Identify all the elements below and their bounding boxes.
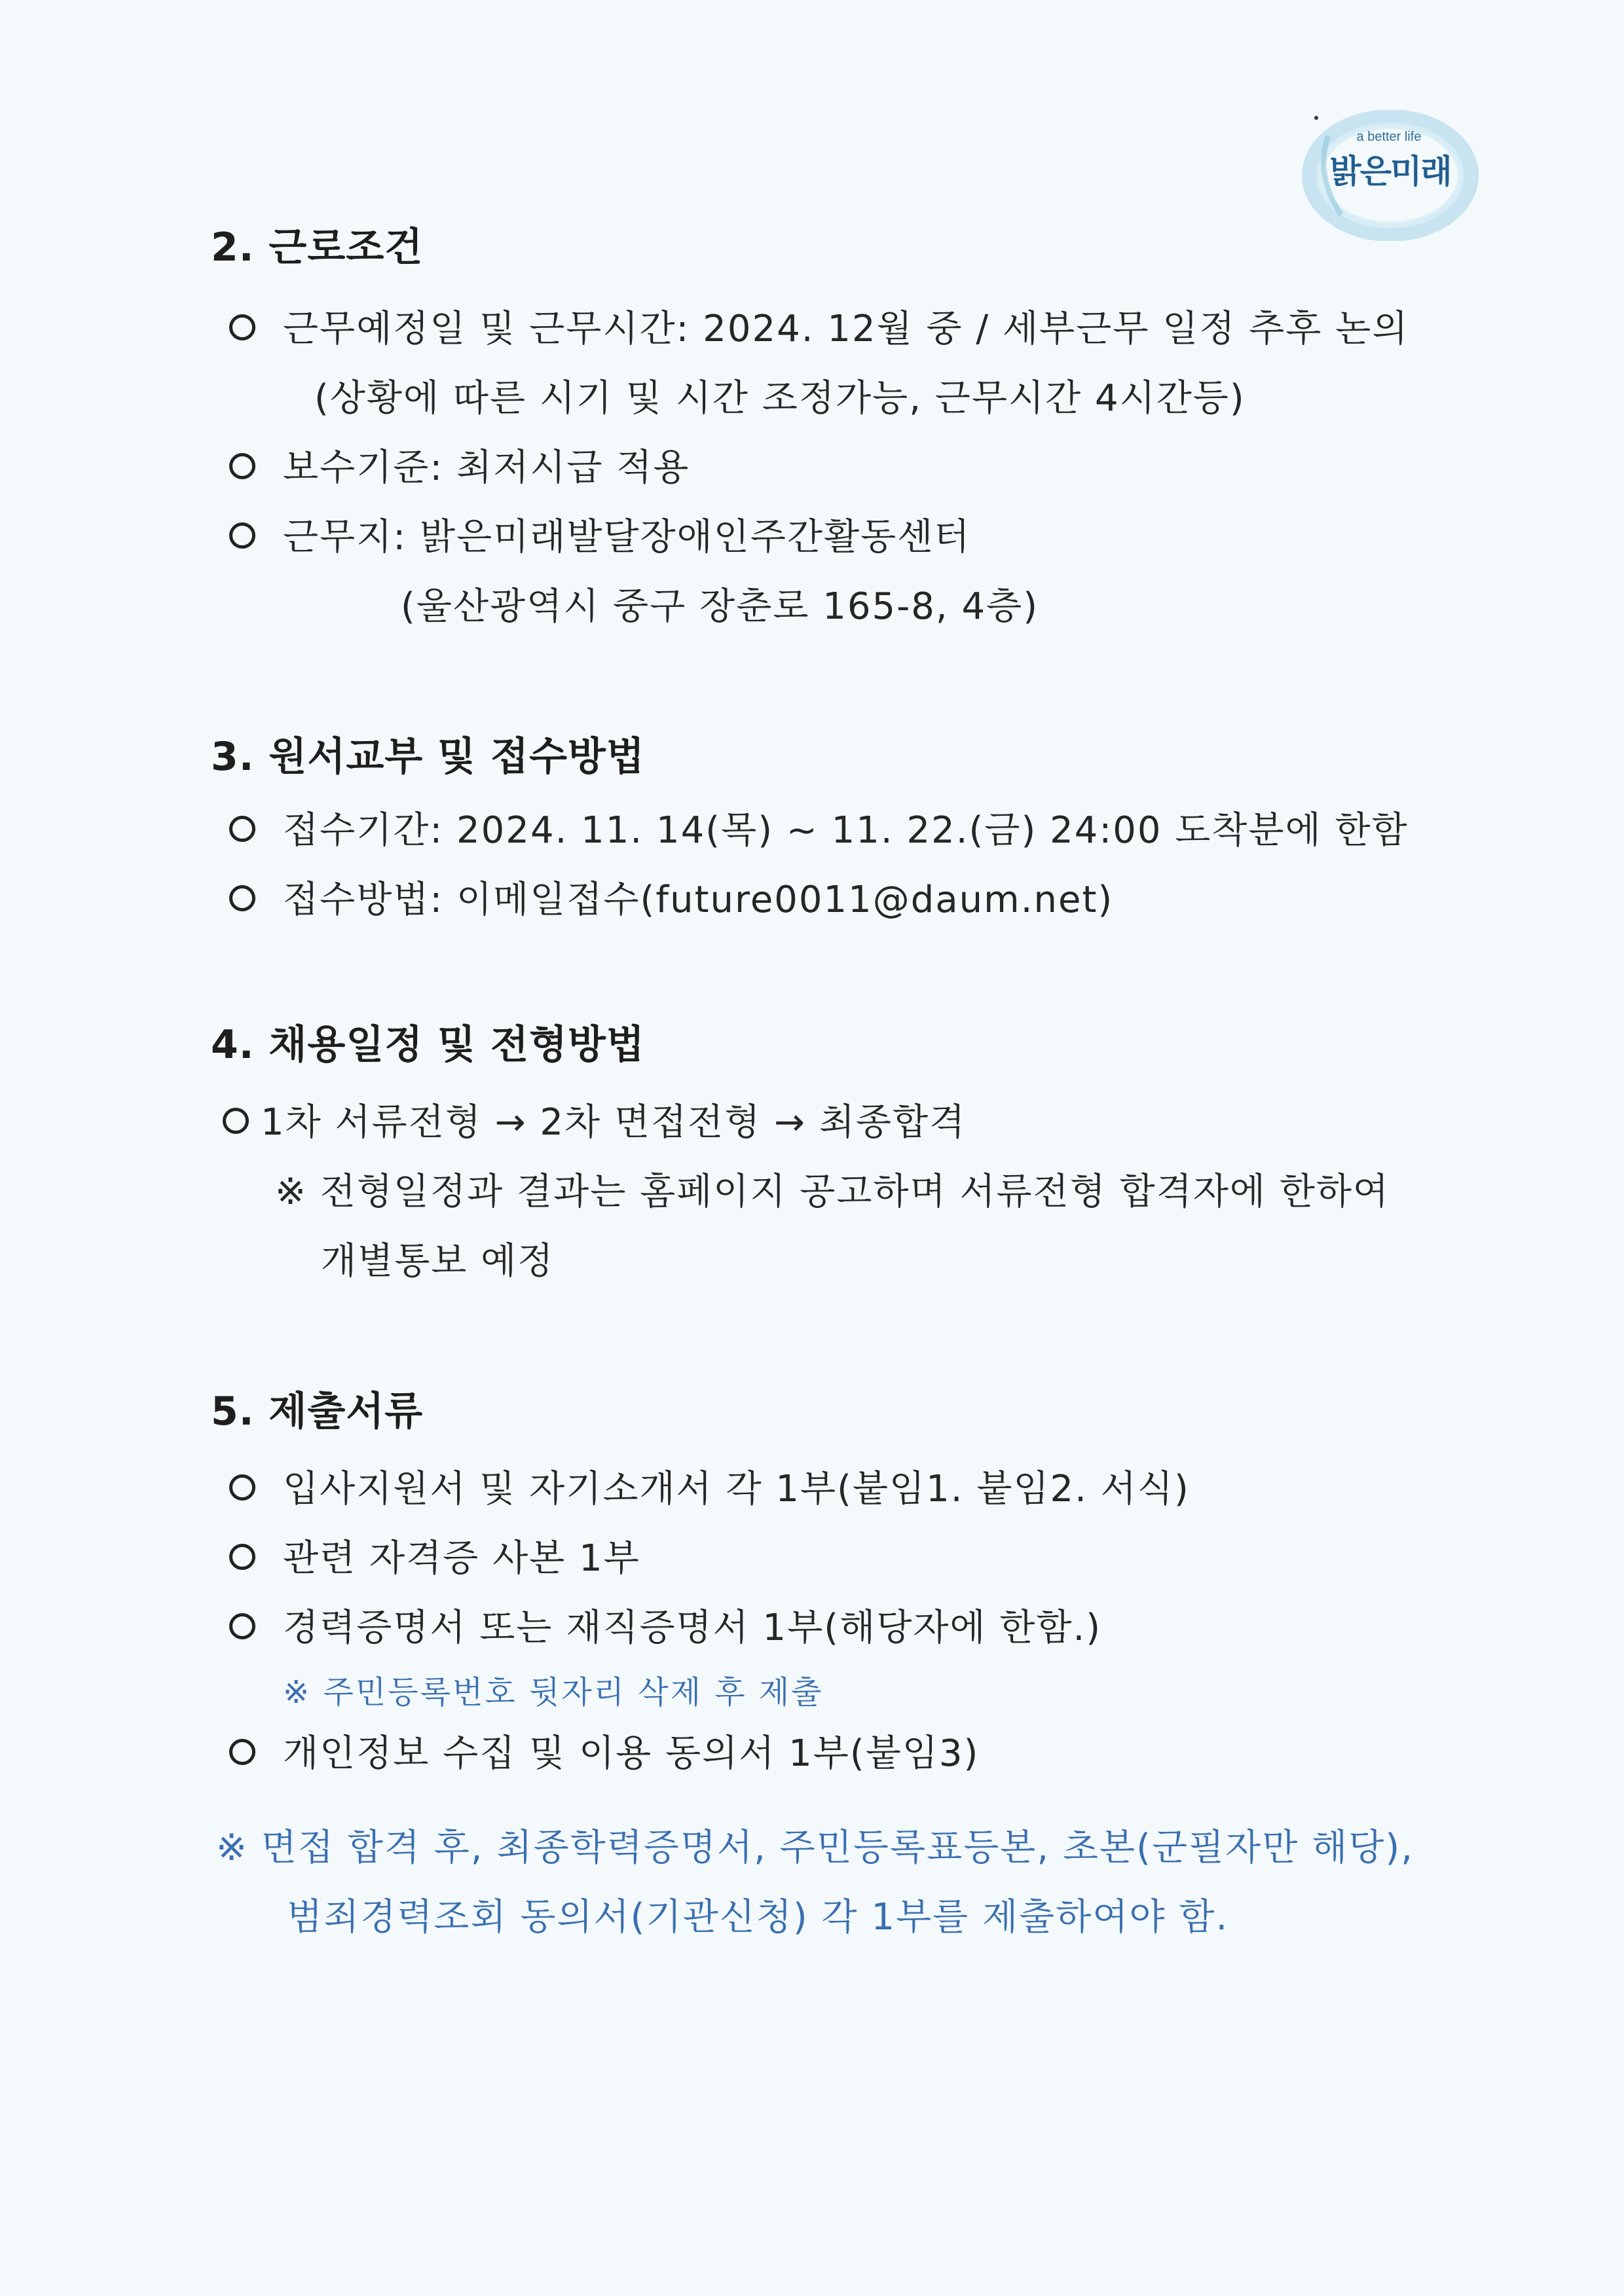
item-text: 근무예정일 및 근무시간: 2024. 12월 중 / 세부근무 일정 추후 논의	[283, 308, 1409, 350]
circle-bullet-icon	[229, 1544, 255, 1570]
item-text: 근무지: 밝은미래발달장애인주간활동센터	[283, 516, 971, 558]
circle-bullet-icon	[229, 1613, 255, 1639]
logo-name: 밝은미래	[1329, 153, 1451, 191]
section-3-item-1	[229, 801, 1409, 854]
final-note-line-2: 범죄경력조회 동의서(기관신청) 각 1부를 제출하여야 함.	[287, 1896, 1229, 1939]
organization-logo	[1302, 110, 1479, 241]
final-note-line-1: ※ 면접 합격 후, 최종학력증명서, 주민등록표등본, 초본(군필자만 해당),	[216, 1827, 1414, 1869]
section-4-note-line-1: ※ 전형일정과 결과는 홈페이지 공고하며 서류전형 합격자에 한하여	[275, 1171, 1390, 1213]
circle-bullet-icon	[229, 453, 255, 479]
item-text: 접수기간: 2024. 11. 14(목) ~ 11. 22.(금) 24:00 도착분에 한함	[283, 809, 1409, 852]
section-2-item-1	[229, 300, 1409, 352]
item-text: 1차 서류전형 → 2차 면접전형 → 최종합격	[261, 1101, 967, 1144]
section-3-item-2	[229, 871, 1113, 923]
item-text: 접수방법: 이메일접수(future0011@daum.net)	[283, 879, 1114, 921]
section-4-heading: 4. 채용일정 및 전형방법	[211, 1022, 645, 1068]
section-2-item-1-continuation: (상황에 따른 시기 및 시간 조정가능, 근무시간 4시간등)	[314, 377, 1246, 420]
section-2-item-3	[229, 508, 970, 560]
item-text: 경력증명서 또는 재직증명서 1부(해당자에 한함.)	[283, 1607, 1102, 1649]
section-5-item-3	[229, 1599, 1101, 1651]
section-2-heading: 2. 근로조건	[211, 225, 424, 270]
section-2-item-2	[229, 439, 690, 491]
circle-bullet-icon	[229, 885, 255, 911]
circle-bullet-icon	[223, 1108, 249, 1134]
section-4-item-1	[223, 1093, 966, 1146]
circle-bullet-icon	[229, 816, 255, 842]
circle-bullet-icon	[229, 314, 255, 340]
section-5-item-4	[229, 1724, 979, 1777]
circle-bullet-icon	[229, 1739, 255, 1765]
item-text: 관련 자격증 사본 1부	[283, 1537, 640, 1580]
circle-bullet-icon	[229, 1474, 255, 1501]
item-text: 보수기준: 최저시급 적용	[283, 446, 690, 489]
section-4-note-line-2: 개별통보 예정	[321, 1240, 555, 1283]
item-text: 입사지원서 및 자기소개서 각 1부(붙임1. 붙임2. 서식)	[283, 1468, 1190, 1510]
logo-tagline: a better life	[1356, 130, 1422, 144]
section-2-item-3-continuation: (울산광역시 중구 장춘로 165-8, 4층)	[401, 585, 1039, 628]
circle-bullet-icon	[229, 522, 255, 549]
section-5-heading: 5. 제출서류	[211, 1389, 424, 1434]
section-5-sub-note: ※ 주민등록번호 뒷자리 삭제 후 제출	[283, 1674, 824, 1711]
section-5-item-2	[229, 1529, 640, 1582]
section-5-item-1	[229, 1460, 1190, 1512]
item-text: 개인정보 수집 및 이용 동의서 1부(붙임3)	[283, 1732, 980, 1775]
section-3-heading: 3. 원서교부 및 접수방법	[211, 734, 645, 780]
